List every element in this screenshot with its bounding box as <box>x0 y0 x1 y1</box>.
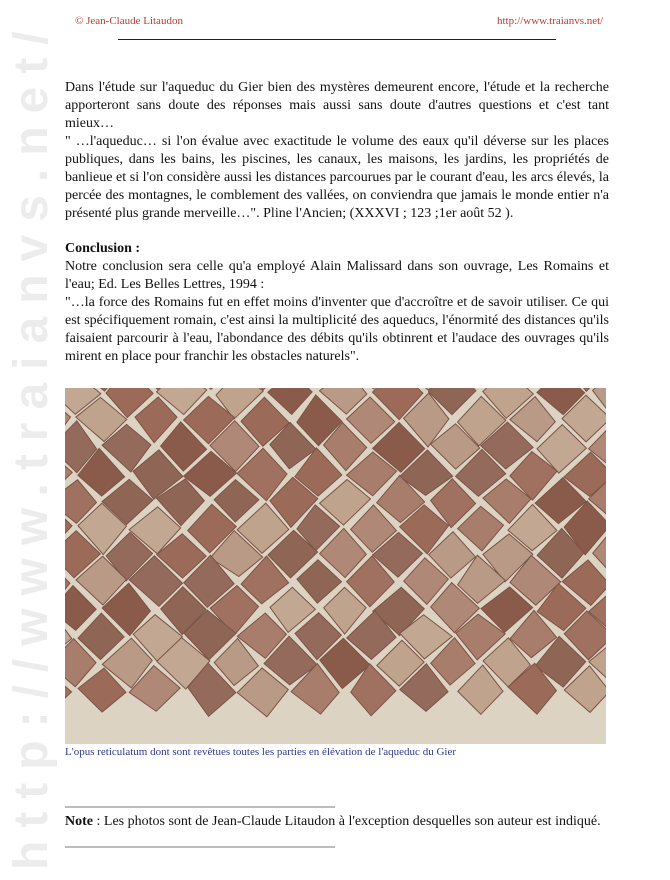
photo-caption: L'opus reticulatum dont sont revêtues toutes les parties en élévation de l'aqueduc du Gier <box>65 746 456 758</box>
conclusion-paragraph: Notre conclusion sera celle qu'a employé Alain Malissard dans son ouvrage, Les Romains et l'eau; Ed. Les Belles Lettres, 1994 : <box>65 259 609 292</box>
note-text: : Les photos sont de Jean-Claude Litaudon à l'exception desquelles son auteur est indiqué. <box>93 814 601 829</box>
copyright-label: © Jean-Claude Litaudon <box>75 15 183 27</box>
malissard-quote: "…la force des Romains fut en effet moins d'inventer que d'accroître et de savoir utiliser. Ce qui est spécifiquement romain, c'est ainsi la multiplicité des aqueducs, l'énormité des distances qu'ils faisaient parcourir à l'eau, l'abondance des débits qu'ils obtinrent et l'audace des ouvrages qu'ils mirent en place pour franchir les obstacles naturels". <box>65 295 609 364</box>
stone-pattern <box>65 388 606 744</box>
intro-paragraph: Dans l'étude sur l'aqueduc du Gier bien des mystères demeurent encore, l'étude et la recherche apporteront sans doute des réponses mais aussi sans doute d'autres questions et c'est tant mieux… <box>65 80 609 131</box>
note-divider-bottom <box>65 846 335 848</box>
opus-reticulatum-photo <box>65 388 606 744</box>
conclusion-section <box>65 240 609 366</box>
site-url-link[interactable]: http://www.traianvs.net/ <box>497 15 604 27</box>
intro-section <box>65 79 609 223</box>
header-divider <box>118 39 556 40</box>
note-label: Note <box>65 814 93 829</box>
conclusion-heading: Conclusion : <box>65 241 141 256</box>
note-line <box>65 813 601 831</box>
watermark-url: http://www.traianvs.net/ <box>5 18 58 870</box>
pliny-quote: " …l'aqueduc… si l'on évalue avec exactitude le volume des eaux qu'il déverse sur les places publiques, dans les bains, les piscines, les canaux, les maisons, les jardins, les propriétés de banlieue et si l'on considère aussi les distances parcourues par le courant d'eau, les arcs élevés, la percée des montagnes, le comblement des vallées, on conviendra que jamais le monde entier n'a présenté plus grande merveille…". Pline l'Ancien; (XXXVI ; 123 ;1er août 52 ). <box>65 134 609 221</box>
note-divider-top <box>65 806 335 808</box>
